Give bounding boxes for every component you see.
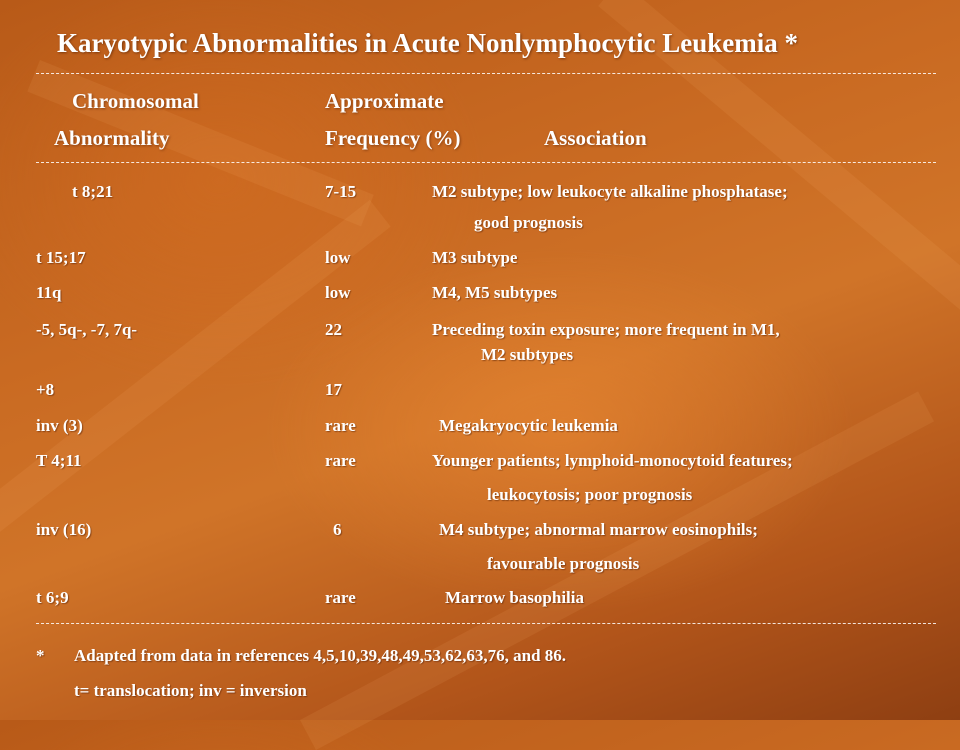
cell-frequency: rare [325,588,356,607]
cell-association: Preceding toxin exposure; more frequent in M1, [432,320,780,339]
cell-abnormality: T 4;11 [36,451,82,470]
cell-association-cont: favourable prognosis [487,554,640,573]
cell-abnormality: +8 [36,380,55,399]
cell-abnormality: inv (16) [36,520,92,539]
cell-frequency: rare [325,451,356,470]
cell-abnormality: inv (3) [36,416,83,435]
cell-abnormality: t 6;9 [36,588,69,607]
header-chromosomal: Chromosomal [72,89,199,113]
cell-abnormality: 11q [36,283,62,302]
cell-association: M3 subtype [432,248,518,267]
cell-frequency: 7-15 [325,182,357,201]
cell-abnormality: t 15;17 [36,248,86,267]
cell-frequency: 22 [325,320,342,339]
header-abnormality: Abnormality [54,126,170,150]
cell-frequency: low [325,248,351,267]
cell-abnormality: -5, 5q-, -7, 7q- [36,320,138,339]
header-approximate: Approximate [325,89,444,113]
cell-association: Megakryocytic leukemia [439,416,618,435]
cell-association-cont: leukocytosis; poor prognosis [487,485,693,504]
cell-association: M2 subtype; low leukocyte alkaline phosphatase; [432,182,788,201]
footnote-marker: * [36,646,45,665]
cell-frequency: 6 [333,520,342,539]
cell-frequency: low [325,283,351,302]
divider [36,73,936,74]
cell-abnormality: t 8;21 [72,182,114,201]
cell-frequency: rare [325,416,356,435]
cell-association: Marrow basophilia [445,588,585,607]
header-frequency: Frequency (%) [325,126,461,150]
divider [36,623,936,624]
cell-association: Younger patients; lymphoid-monocytoid features; [432,451,793,470]
header-association: Association [544,126,647,150]
slide-title: Karyotypic Abnormalities in Acute Nonlymphocytic Leukemia * [57,28,798,58]
cell-frequency: 17 [325,380,342,399]
footnote-abbreviations: t= translocation; inv = inversion [74,681,307,700]
cell-association-cont: M2 subtypes [481,345,574,364]
cell-association-cont: good prognosis [474,213,583,232]
divider [36,162,936,163]
cell-association: M4 subtype; abnormal marrow eosinophils; [439,520,758,539]
footnote-source: Adapted from data in references 4,5,10,39,48,49,53,62,63,76, and 86. [74,646,567,665]
cell-association: M4, M5 subtypes [432,283,558,302]
